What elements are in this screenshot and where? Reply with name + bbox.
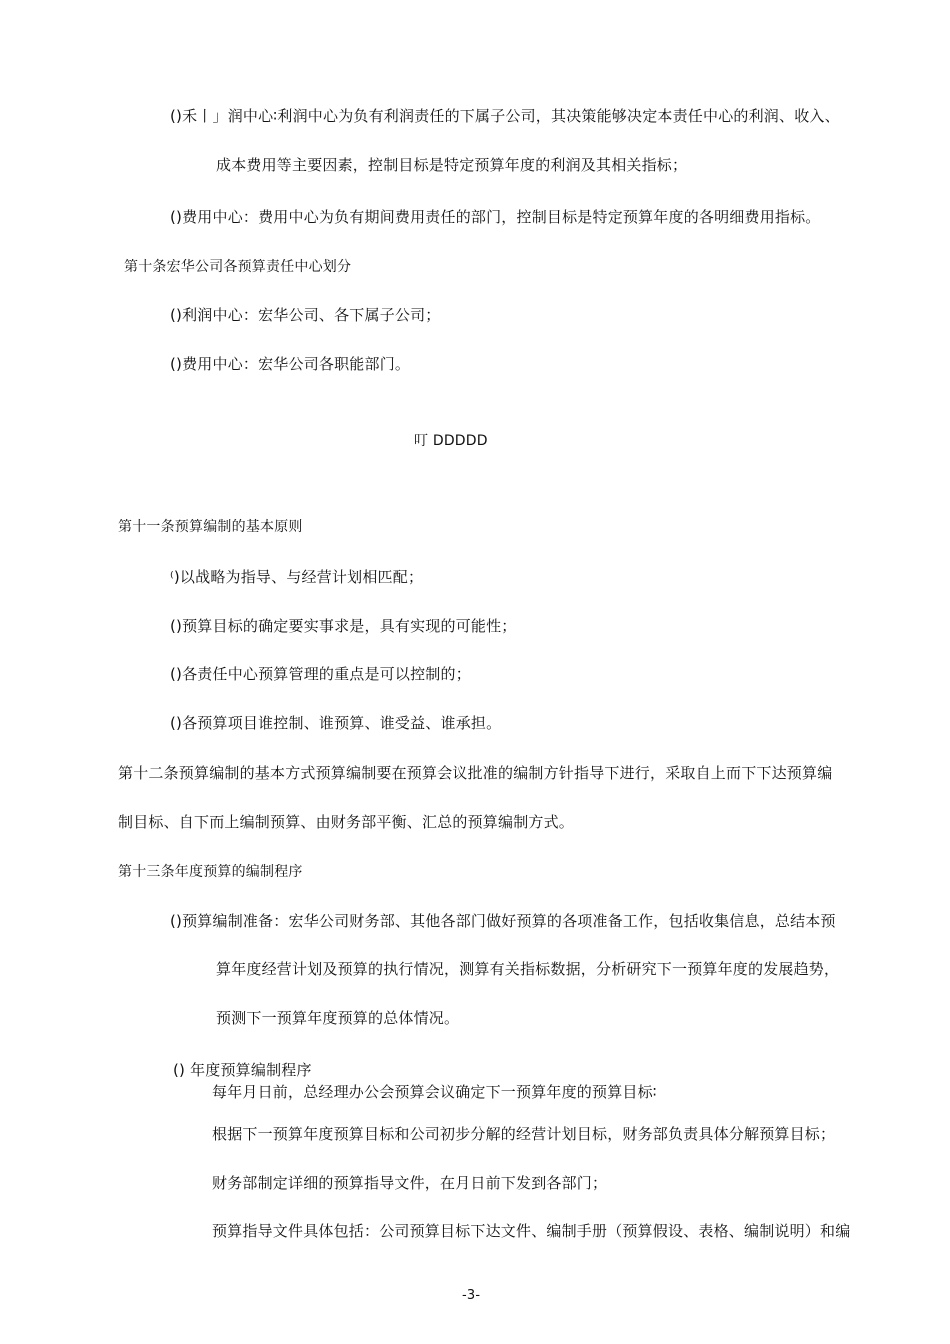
procedure-step-3: 财务部制定详细的预算指导文件，在月日前下发到各部门； bbox=[212, 1174, 608, 1192]
page-number: -3- bbox=[462, 1288, 481, 1303]
section-title: 叮 DDDDD bbox=[414, 433, 488, 449]
article-11-heading: 第十一条预算编制的基本原则 bbox=[118, 519, 303, 535]
expense-center-definition: ()费用中心：费用中心为负有期间费用责任的部门，控制目标是特定预算年度的各明细费用指标。 bbox=[170, 208, 821, 226]
procedure-step-2: 根据下一预算年度预算目标和公司初步分解的经营计划目标，财务部负责具体分解预算目标； bbox=[212, 1125, 836, 1143]
profit-center-definition-line-1: ()禾丨」润中心∶利润中心为负有利润责任的下属子公司，其决策能够决定本责任中心的利润、收入、 bbox=[170, 107, 840, 125]
article-13-heading: 第十三条年度预算的编制程序 bbox=[118, 864, 303, 880]
article-10-heading: 第十条宏华公司各预算责任中心划分 bbox=[124, 259, 352, 275]
annual-budget-procedure-heading: () 年度预算编制程序 bbox=[173, 1061, 312, 1079]
article-13-preparation-line-1: ()预算编制准备：宏华公司财务部、其他各部门做好预算的各项准备工作，包括收集信息，总结本预 bbox=[170, 912, 836, 930]
article-12-line-1: 第十二条预算编制的基本方式预算编制要在预算会议批准的编制方针指导下进行，采取自上而下下达预算编 bbox=[118, 764, 833, 782]
article-13-preparation-line-2: 算年度经营计划及预算的执行情况，测算有关指标数据，分析研究下一预算年度的发展趋势， bbox=[216, 960, 840, 978]
article-12-line-2: 制目标、自下而上编制预算、由财务部平衡、汇总的预算编制方式。 bbox=[118, 813, 575, 831]
article-11-principle-4: ()各预算项目谁控制、谁预算、谁受益、谁承担。 bbox=[170, 714, 502, 732]
profit-center-definition-line-2: 成本费用等主要因素，控制目标是特定预算年度的利润及其相关指标； bbox=[216, 156, 688, 174]
procedure-step-1: 每年月日前，总经理办公会预算会议确定下一预算年度的预算目标∶ bbox=[212, 1083, 657, 1101]
article-13-preparation-line-3: 预测下一预算年度预算的总体情况。 bbox=[216, 1009, 460, 1027]
article-10-profit-centers: ()利润中心：宏华公司、各下属子公司； bbox=[170, 306, 441, 324]
article-11-principle-1: ⁽)以战略为指导、与经营计划相匹配； bbox=[170, 568, 424, 586]
article-11-principle-3: ()各责任中心预算管理的重点是可以控制的； bbox=[170, 665, 471, 683]
procedure-step-4: 预算指导文件具体包括：公司预算目标下达文件、编制手册（预算假设、表格、编制说明）和编 bbox=[212, 1222, 851, 1240]
article-11-principle-2: ()预算目标的确定要实事求是，具有实现的可能性； bbox=[170, 617, 517, 635]
article-10-expense-centers: ()费用中心：宏华公司各职能部门。 bbox=[170, 355, 411, 373]
